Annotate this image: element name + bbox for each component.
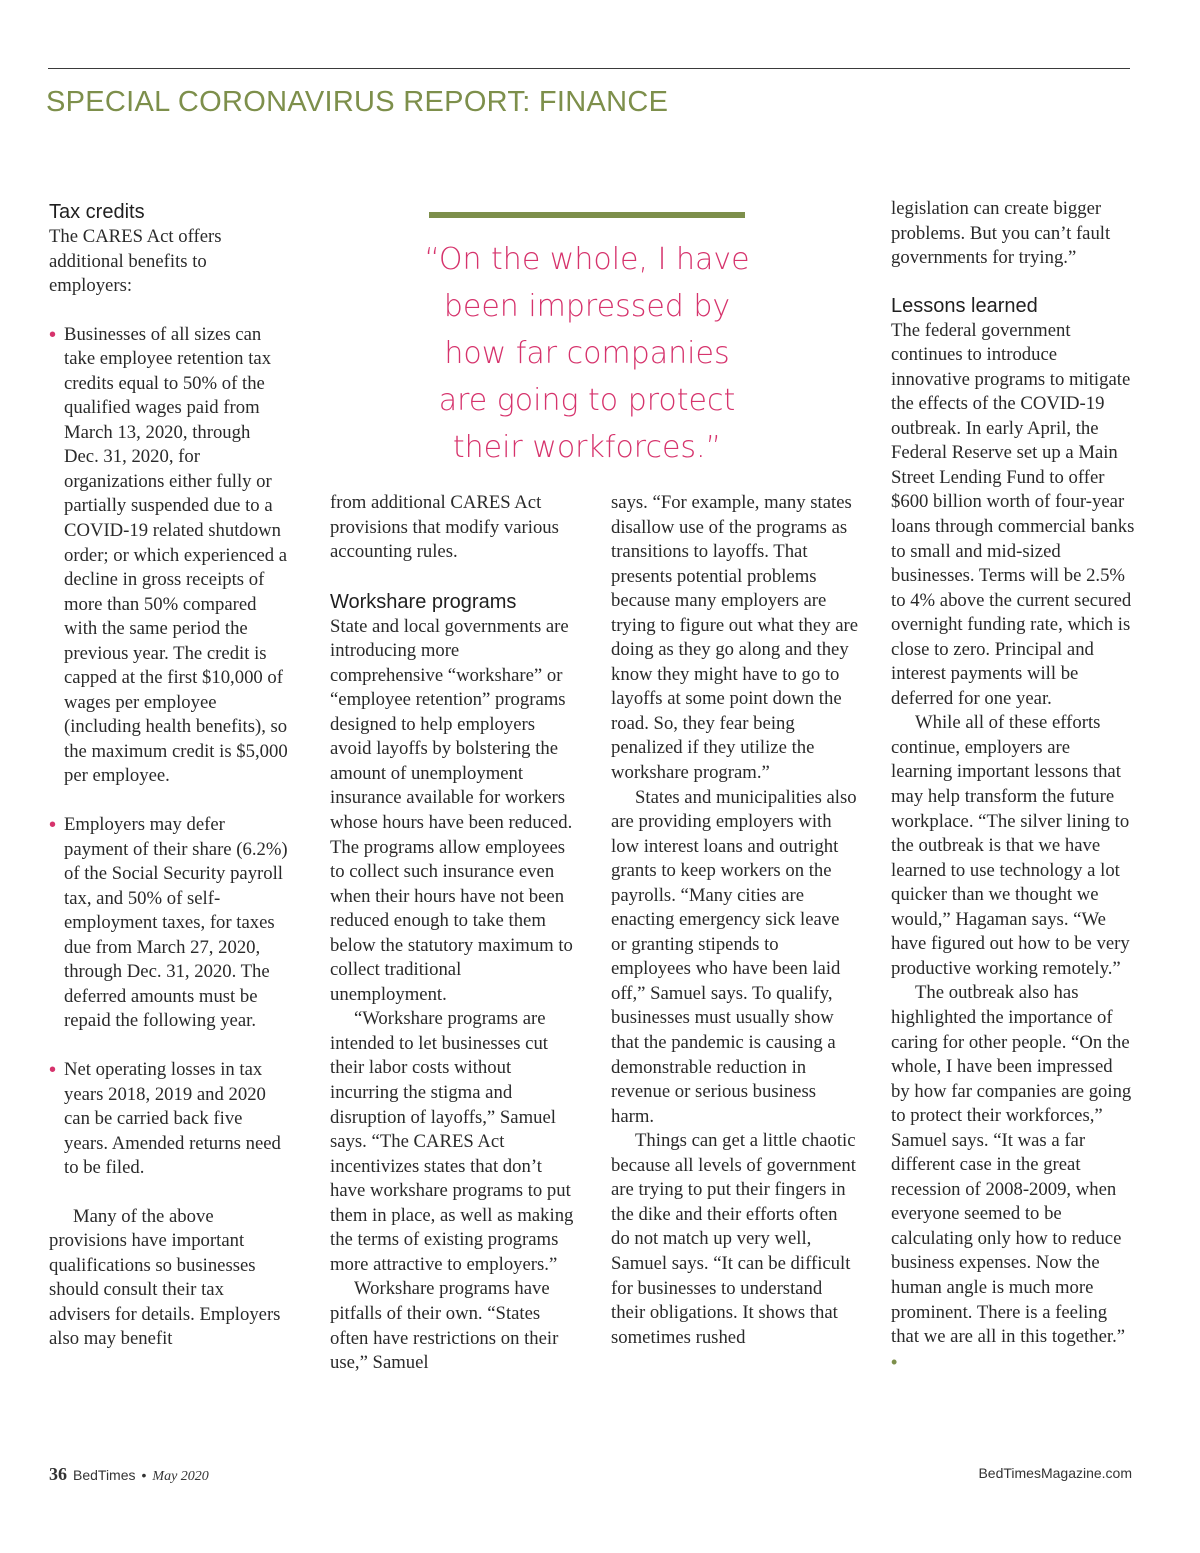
list-item — [49, 813, 289, 1034]
pull-quote-line: been impressed by — [443, 289, 731, 324]
section-title: SPECIAL CORONAVIRUS REPORT: FINANCE — [46, 86, 669, 118]
tax-credits-list — [49, 323, 289, 1181]
pull-quote-text — [416, 236, 758, 471]
column-3 — [611, 491, 859, 1350]
body-paragraph: Workshare programs have pitfalls of their own. “States often have restrictions on their use,” Samuel — [330, 1278, 559, 1374]
body-paragraph: While all of these efforts continue, employers are learning important lessons that may help transform the future workplace. “The silver lining to the outbreak is that we have learned to use technology a lot quicker than we thought we would,” Hagaman says. “We have figured out how to be very productive working remotely.” — [891, 712, 1130, 979]
pull-quote-line: their workforces.” — [452, 430, 722, 465]
tax-credits-intro: The CARES Act offers additional benefits to employers: — [49, 226, 222, 297]
page-number: 36 — [49, 1464, 67, 1484]
body-paragraph: States and municipalities also are providing employers with low interest loans and outright grants to keep workers on the payrolls. “Many cities are enacting emergency sick leave or granting stipends to employees who have been laid off,” Samuel says. To qualify, businesses must usually show that the pandemic is causing a demonstrable reduction in revenue or serious business harm. — [611, 786, 857, 1127]
list-item-text: Net operating losses in tax years 2018, 2019 and 2020 can be carried back five years. Amended returns need to be filed. — [64, 1058, 281, 1179]
body-paragraph: “Workshare programs are intended to let businesses cut their labor costs without incurring the stigma and disruption of layoffs,” Samuel says. “The CARES Act incentivizes states that don’t have workshare programs to put them in place, as well as making the terms of existing programs more attractive to employers.” — [330, 1008, 574, 1275]
website-url: BedTimesMagazine.com — [978, 1465, 1132, 1481]
list-item — [49, 323, 289, 789]
subheading-workshare-programs: Workshare programs — [330, 590, 517, 613]
body-paragraph: says. “For example, many states disallow use of the programs as transitions to layoffs. That presents potential problems because many employers are trying to figure out what they are doing as they go along and they know they might have to go to layoffs at some point down the road. So, they fear being penalized if they utilize the workshare program.” — [611, 492, 859, 784]
separator-dot: • — [141, 1467, 147, 1483]
body-paragraph: legislation can create bigger problems. But you can’t fault governments for trying.” — [891, 198, 1111, 269]
pull-quote-line: are going to protect — [438, 383, 736, 418]
column-2 — [330, 491, 574, 1376]
issue-date: May 2020 — [152, 1469, 209, 1484]
subheading-lessons-learned: Lessons learned — [891, 294, 1038, 317]
body-paragraph: Things can get a little chaotic because all levels of government are trying to put their fingers in the dike and their efforts often do not match up very well, Samuel says. “It can be difficult for businesses to understand their obligations. It shows that sometimes rushed — [611, 1130, 856, 1348]
pull-quote-line: “On the whole, I have — [424, 242, 750, 277]
body-paragraph — [891, 981, 1135, 1375]
bullet-icon: • — [49, 814, 57, 837]
list-item-text: Businesses of all sizes can take employee retention tax credits equal to 50% of the qualified wages paid from March 13, 2020, through Dec. 31, 2020, for organizations either fully or partially suspended due to a COVID-19 related shutdown order; or which experienced a decline in gross receipts of more than 50% compared with the same period the previous year. The credit is capped at the first $10,000 of wages per employee (including health benefits), so the maximum credit is $5,000 per employee. — [64, 323, 288, 787]
end-mark-icon: • — [891, 1351, 898, 1372]
footer-folio — [49, 1464, 209, 1485]
body-paragraph: State and local governments are introducing more comprehensive “workshare” or “employee retention” programs designed to help employers avoid layoffs by bolstering the amount of unemployment insurance available for workers whose hours have been reduced. The programs allow employees to collect such insurance even when their hours have not been reduced enough to take them below the statutory maximum to collect traditional unemployment. — [330, 615, 573, 1005]
closing-text: The outbreak also has highlighted the importance of caring for other people. “On the whole, I have been impressed by how far companies are going to protect their workforces,” Samuel says. “It was a far different case in the great recession of 2008-2009, when everyone seemed to be calculating only how to reduce business expenses. Now the human angle is much more prominent. There is a feeling that we are all in this together.” — [891, 982, 1132, 1348]
publication-name: BedTimes — [73, 1467, 136, 1483]
list-item — [49, 1058, 289, 1181]
bullet-icon: • — [49, 323, 57, 346]
body-paragraph: from additional CARES Act provisions that modify various accounting rules. — [330, 492, 559, 563]
body-paragraph: Many of the above provisions have important qualifications so businesses should consult their tax advisers for details. Employers also may benefit — [49, 1205, 281, 1350]
list-item-text: Employers may defer payment of their share (6.2%) of the Social Security payroll tax, and 50% of self-employment taxes, for taxes due from March 27, 2020, through Dec. 31, 2020. The deferred amounts must be repaid the following year. — [64, 814, 288, 1032]
pull-quote — [416, 212, 758, 471]
body-paragraph: The federal government continues to introduce innovative programs to mitigate the effects of the COVID-19 outbreak. In early April, the Federal Reserve set up a Main Street Lending Fund to offer $600 billion worth of four-year loans through commercial banks to small and mid-sized businesses. Terms will be 2.5% to 4% above the current secured overnight funding rate, which is close to zero. Principal and interest payments will be deferred for one year. — [891, 319, 1135, 709]
column-4 — [891, 197, 1135, 1375]
pull-quote-line: how far companies — [444, 336, 730, 371]
pull-quote-rule — [429, 212, 745, 218]
header-rule — [48, 68, 1130, 69]
bullet-icon: • — [49, 1058, 57, 1081]
subheading-tax-credits: Tax credits — [49, 201, 145, 223]
column-1 — [49, 197, 289, 1352]
